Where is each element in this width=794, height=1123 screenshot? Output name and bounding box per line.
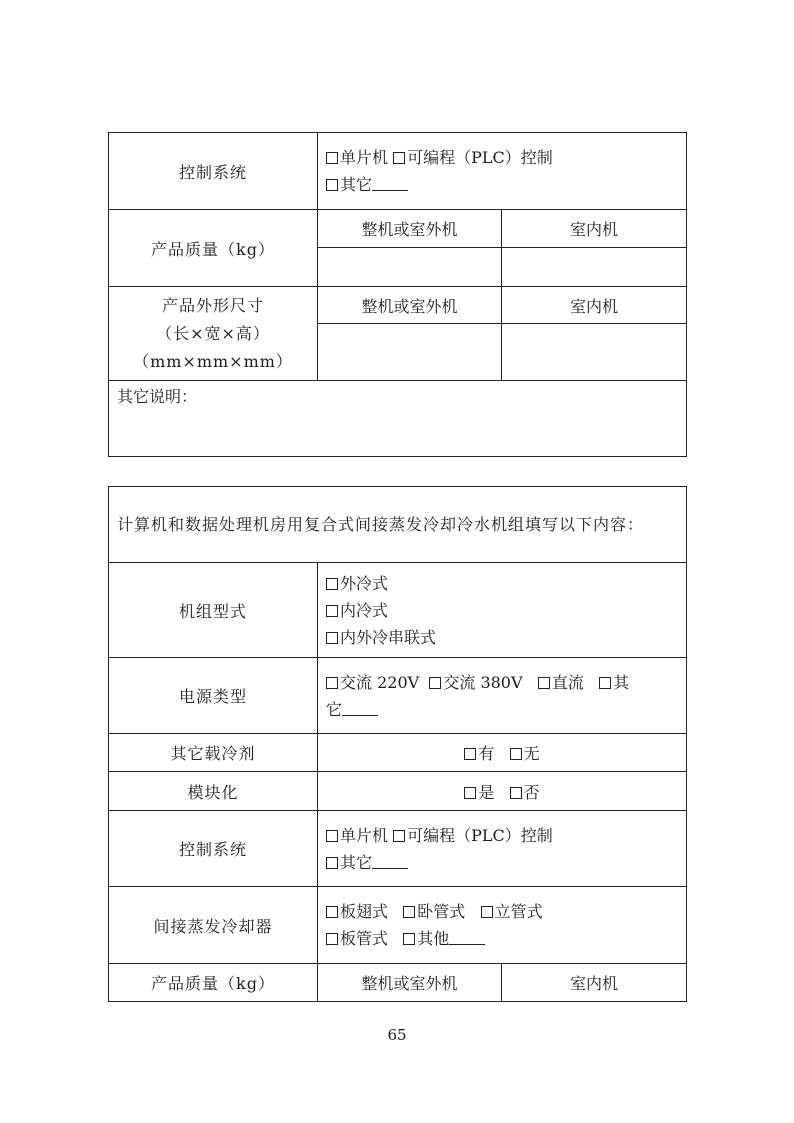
- other-notes-field[interactable]: [109, 381, 687, 457]
- checkbox[interactable]: [326, 906, 338, 918]
- dims-col-indoor: 室内机: [502, 287, 687, 324]
- coolant-row: [109, 734, 687, 772]
- checkbox[interactable]: [403, 933, 415, 945]
- intro-text: 计算机和数据处理机房用复合式间接蒸发冷却冷水机组填写以下内容：: [109, 487, 687, 563]
- control-system-label: 控制系统: [109, 811, 318, 887]
- unit-type-label: 机组型式: [109, 563, 318, 658]
- control-system-row: [109, 133, 687, 210]
- checkbox[interactable]: [326, 632, 338, 644]
- control-system-options: [318, 811, 687, 887]
- coolant-options: [318, 734, 687, 772]
- option-plate-fin[interactable]: 板翅式: [326, 902, 388, 921]
- checkbox[interactable]: [326, 933, 338, 945]
- option-mcu[interactable]: 单片机: [326, 826, 388, 845]
- dims-label-line3: （mm×mm×mm）: [133, 351, 293, 371]
- mass-label: 产品质量（kg）: [109, 210, 318, 287]
- control-system-row: [109, 811, 687, 887]
- dims-row: [109, 287, 687, 324]
- mass-col-outdoor: 整机或室外机: [318, 210, 502, 248]
- option-internal-cooling[interactable]: 内冷式: [326, 601, 388, 620]
- cooler-row: [109, 887, 687, 964]
- option-plate-tube[interactable]: 板管式: [326, 929, 388, 948]
- power-row: [109, 658, 687, 734]
- checkbox[interactable]: [464, 787, 476, 799]
- other-notes-row: [109, 381, 687, 457]
- other-notes-label: 其它说明：: [117, 387, 198, 406]
- checkbox[interactable]: [538, 677, 550, 689]
- checkbox[interactable]: [599, 677, 611, 689]
- dims-label-line2: （长×宽×高）: [156, 323, 270, 343]
- option-other-power[interactable]: 其: [599, 673, 629, 692]
- option-yes[interactable]: 有: [464, 744, 494, 763]
- mass-row: [109, 210, 687, 248]
- option-plc[interactable]: 可编程（PLC）控制: [393, 826, 553, 845]
- fill-blank[interactable]: [342, 701, 378, 716]
- option-vertical-tube[interactable]: 立管式: [481, 902, 543, 921]
- mass-col-outdoor: 整机或室外机: [318, 964, 502, 1002]
- cooler-options: [318, 887, 687, 964]
- checkbox[interactable]: [326, 152, 338, 164]
- modular-label: 模块化: [109, 772, 318, 811]
- modular-options: [318, 772, 687, 811]
- mass-col-indoor: 室内机: [502, 210, 687, 248]
- dims-label: [109, 287, 318, 381]
- dims-indoor-input[interactable]: [502, 324, 687, 381]
- checkbox[interactable]: [510, 748, 522, 760]
- dims-col-outdoor: 整机或室外机: [318, 287, 502, 324]
- checkbox[interactable]: [326, 857, 338, 869]
- unit-type-row: [109, 563, 687, 658]
- checkbox[interactable]: [326, 830, 338, 842]
- modular-row: [109, 772, 687, 811]
- option-no[interactable]: 无: [510, 744, 540, 763]
- option-ac220[interactable]: 交流 220V: [326, 673, 419, 692]
- power-options: [318, 658, 687, 734]
- option-other[interactable]: 其它: [326, 175, 408, 194]
- checkbox[interactable]: [403, 906, 415, 918]
- page-number: 65: [387, 1026, 407, 1044]
- checkbox[interactable]: [510, 787, 522, 799]
- option-plc[interactable]: 可编程（PLC）控制: [393, 148, 553, 167]
- mass-col-indoor: 室内机: [502, 964, 687, 1002]
- spec-table-2: [108, 486, 687, 1002]
- cooler-label: 间接蒸发冷却器: [109, 887, 318, 964]
- option-other-cooler[interactable]: 其他: [403, 929, 485, 948]
- option-no[interactable]: 否: [510, 783, 540, 802]
- intro-row: [109, 487, 687, 563]
- checkbox[interactable]: [481, 906, 493, 918]
- dims-label-line1: 产品外形尺寸: [161, 295, 264, 315]
- option-dc[interactable]: 直流: [538, 673, 584, 692]
- coolant-label: 其它载冷剂: [109, 734, 318, 772]
- control-system-options: [318, 133, 687, 210]
- mass-outdoor-input[interactable]: [318, 248, 502, 287]
- mass-label: 产品质量（kg）: [109, 964, 318, 1002]
- option-other[interactable]: 其它: [326, 853, 408, 872]
- option-horizontal-tube[interactable]: 卧管式: [403, 902, 465, 921]
- option-external-cooling[interactable]: 外冷式: [326, 574, 388, 593]
- spec-table-1: [108, 132, 687, 457]
- checkbox[interactable]: [393, 152, 405, 164]
- mass-row: [109, 964, 687, 1002]
- checkbox[interactable]: [429, 677, 441, 689]
- option-series-cooling[interactable]: 内外冷串联式: [326, 628, 436, 647]
- fill-blank[interactable]: [449, 930, 485, 945]
- option-mcu[interactable]: 单片机: [326, 148, 388, 167]
- fill-blank[interactable]: [372, 176, 408, 191]
- option-yes[interactable]: 是: [464, 783, 494, 802]
- unit-type-options: [318, 563, 687, 658]
- checkbox[interactable]: [326, 578, 338, 590]
- checkbox[interactable]: [393, 830, 405, 842]
- fill-blank[interactable]: [372, 854, 408, 869]
- checkbox[interactable]: [326, 179, 338, 191]
- control-system-label: 控制系统: [109, 133, 318, 210]
- dims-outdoor-input[interactable]: [318, 324, 502, 381]
- mass-indoor-input[interactable]: [502, 248, 687, 287]
- option-other-power-cont: 它: [326, 699, 343, 719]
- checkbox[interactable]: [464, 748, 476, 760]
- checkbox[interactable]: [326, 605, 338, 617]
- power-label: 电源类型: [109, 658, 318, 734]
- checkbox[interactable]: [326, 677, 338, 689]
- option-ac380[interactable]: 交流 380V: [429, 673, 522, 692]
